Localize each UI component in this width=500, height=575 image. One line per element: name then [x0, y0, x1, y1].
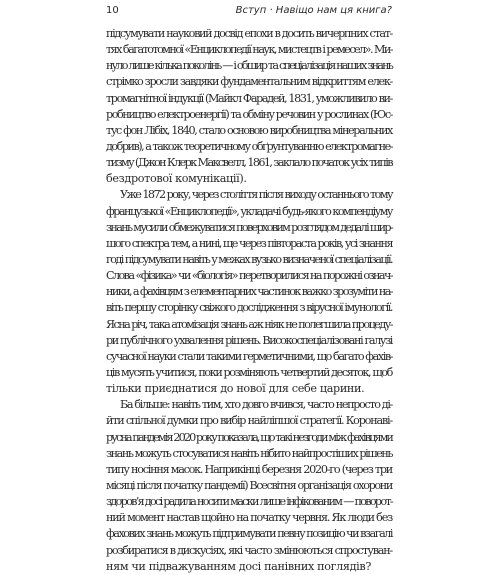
text-line: добрив), а також теоретичному обґрунтуванню електромагне- — [106, 139, 392, 153]
text-line: йти спільної думки про вибір найліпшої стратегії. Коронаві- — [106, 414, 392, 428]
text-line: місяці після початку пандемії) Всесвітня організація охорони — [106, 478, 392, 492]
text-line: ри публічного ухвалення рішень. Високоспеціалізовані галузі — [106, 333, 392, 347]
text-line: тизму (Джон Клерк Максвелл, 1861, заклало початок усіх типів — [106, 156, 392, 170]
page-number: 10 — [106, 5, 119, 16]
paragraph-1 — [106, 26, 392, 187]
text-line: тромагнітної індукції (Майкл Фарадей, 1831, уможливило ви- — [106, 91, 392, 105]
text-line: Слова «фізика» чи «біологія» перетворилися на порожні означ- — [106, 269, 392, 283]
text-line: бездротової комунікації). — [106, 172, 247, 186]
text-line: робництво електроенергії) та обміну речовин у рослинах (Юс- — [106, 107, 392, 121]
paragraph-2 — [106, 187, 392, 397]
text-line: французької «Енциклопедії», укладачі будь-якого компендіуму — [106, 204, 392, 218]
text-line: Уже 1872 року, через століття після виходу останнього тому — [120, 188, 392, 202]
body-text — [106, 26, 392, 575]
text-line: тус фон Лібіх, 1840, стало основою виробництва мінеральних — [106, 123, 392, 137]
text-line: знань можуть стосуватися навіть нібито найпростіших рішень — [106, 446, 392, 460]
text-line: фахових знань можуть підтримувати певну позицію чи взагалі — [106, 527, 392, 541]
text-line: ням чи підважуванням досі панівних поглядів? — [106, 559, 371, 573]
text-line: тільки приєднатися до нової для себе царини. — [106, 382, 365, 396]
paragraph-3 — [106, 397, 392, 575]
text-line: Ба більше: навіть тим, хто довго вчився, часто непросто ді- — [120, 398, 392, 412]
text-line: ний момент настав щойно на початку червня. Як люди без — [106, 511, 392, 525]
text-line: сучасної науки стали такими герметичними, що багато фахів- — [106, 349, 392, 363]
text-line: шого спектра тем, а нині, ще через півтораста років, усі знання — [106, 236, 392, 250]
text-line: розбиратися в дискусіях, які часто змінюються спростуван- — [106, 543, 392, 557]
text-line: тях багатотомної «Енциклопедії наук, мистецтв і ремесел». Ми- — [106, 43, 392, 57]
text-line: нуло лише кілька поколінь — і обшир та спеціалізація наших знань — [106, 59, 392, 73]
page-header — [106, 4, 392, 18]
text-line: здоров’я досі радила носити маски лише інфікованим — поворот- — [106, 495, 392, 509]
text-line: стрімко зросли завдяки фундаментальним відкриттям елек- — [106, 75, 392, 89]
text-line: знань мусили обмежуватися поверховим розглядом дедалі шир- — [106, 220, 392, 234]
text-line: Ясна річ, така атомізація знань аж ніяк не полегшила процеду- — [106, 317, 392, 331]
running-title: Вступ · Навіщо нам ця книга? — [235, 5, 392, 16]
text-line: годі підсумувати навіть у межах вузько визначеної спеціалізації. — [106, 252, 392, 266]
text-line: підсумувати науковий досвід епохи в досить вичерпних стат- — [106, 27, 392, 40]
text-line: ники, а фахівцям з елементарних частинок важко зрозуміти на- — [106, 285, 392, 299]
text-line: типу носіння масок. Наприкінці березня 2020-го (через три — [106, 462, 392, 476]
text-line: русна пандемія 2020 року показала, що такі незгоди між фахівцями — [106, 430, 392, 444]
text-line: віть першу сторінку свіжого дослідження з вірусної імунології. — [106, 301, 392, 315]
text-line: ців мусять учитися, поки розміняють четвертий десяток, щоб — [106, 365, 392, 379]
